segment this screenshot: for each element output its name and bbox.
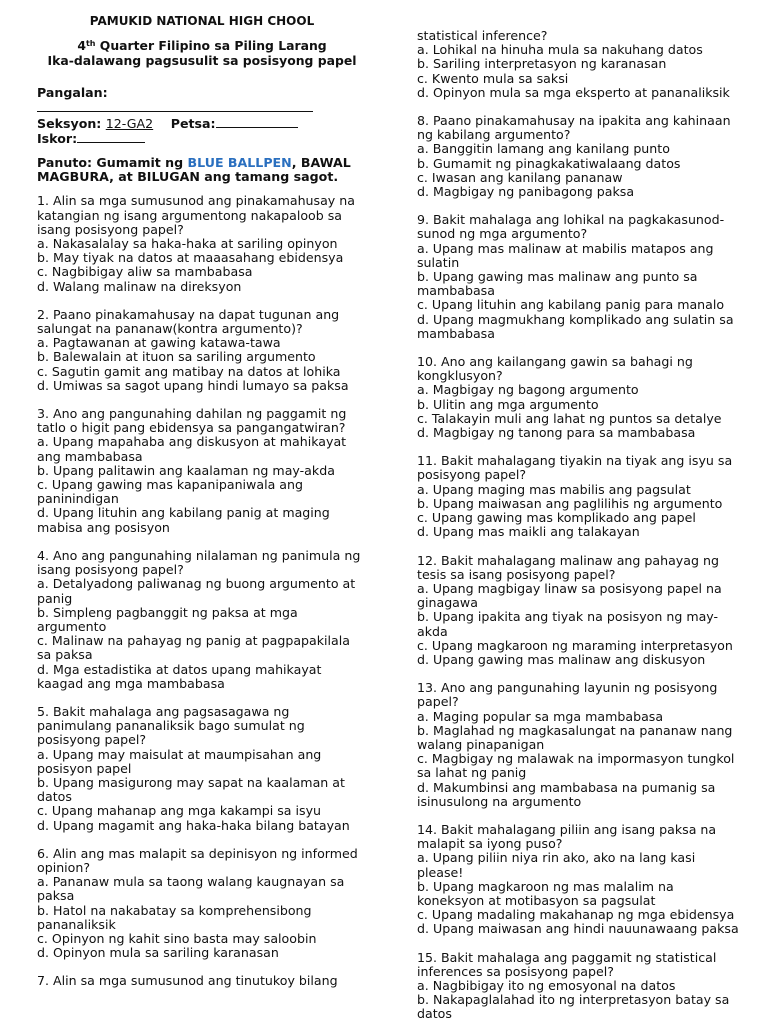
answer-option-text: a. Upang piliin niya rin ako, ako na lang kasi — [417, 850, 696, 866]
answer-option-text: c. Upang gawing mas kapanipaniwala ang — [37, 477, 303, 493]
answer-option[interactable] — [417, 57, 749, 71]
question-item — [417, 29, 749, 100]
section-value: 12-GA2 — [105, 115, 154, 131]
question-stem: 3. Ano ang pangunahing dahilan ng paggamit ng — [37, 406, 347, 422]
answer-option-text: paksa — [37, 888, 75, 904]
question-stem: katangian ng isang argumentong nakapaloob sa — [37, 207, 343, 223]
section-date-line — [37, 116, 367, 131]
question-stem: 9. Bakit mahalaga ang lohikal na pagkakasunod- — [417, 212, 725, 228]
answer-option[interactable] — [37, 350, 367, 364]
answer-option-text: d. Magbigay ng tanong para sa mambabasa — [417, 425, 696, 441]
answer-option-text: b. Upang masigurong may sapat na kaalaman at — [37, 774, 345, 790]
answer-option-text: a. Upang magbigay linaw sa posisyong papel na — [417, 580, 722, 596]
answer-option[interactable] — [417, 582, 749, 610]
answer-option-text: sa lahat ng panig — [417, 765, 527, 781]
question-stem: 15. Bakit mahalaga ang paggamit ng statistical — [417, 949, 717, 965]
question-stem: 10. Ano ang kailangang gawin sa bahagi ng — [417, 354, 693, 370]
answer-option-text: b. Upang palitawin ang kaalaman ng may-akda — [37, 462, 335, 478]
answer-option[interactable] — [37, 265, 367, 279]
right-question-list — [417, 29, 749, 1022]
question-stem: tatlo o higit pang ebidensya sa pangangatwiran? — [37, 420, 346, 436]
answer-option-text: a. Detalyadong paliwanag ng buong argumento at — [37, 576, 356, 592]
question-item — [37, 194, 367, 293]
answer-option[interactable] — [417, 412, 749, 426]
answer-option-text: b. May tiyak na datos at maaasahang ebidensya — [37, 250, 344, 266]
question-stem: salungat na pananaw(kontra argumento)? — [37, 321, 303, 337]
answer-option[interactable] — [417, 86, 749, 100]
answer-option[interactable] — [37, 606, 367, 634]
answer-option-text: a. Banggitin lamang ang kanilang punto — [417, 141, 670, 157]
quarter-subject: Quarter Filipino sa Piling Larang — [95, 38, 327, 54]
answer-option[interactable] — [417, 908, 749, 922]
answer-option-text: c. Upang lituhin ang kabilang panig para manalo — [417, 297, 725, 313]
answer-option-text: b. Gumamit ng pinagkakatiwalaang datos — [417, 155, 681, 171]
question-stem: 6. Alin ang mas malapit sa depinisyon ng informed — [37, 845, 358, 861]
answer-option-text: c. Upang magkaroon ng maraming interpretasyon — [417, 637, 733, 653]
question-item — [37, 705, 367, 833]
answer-option-text: a. Upang may maisulat at maumpisahan ang — [37, 746, 322, 762]
answer-option-text: a. Nagbibigay ito ng emosyonal na datos — [417, 977, 676, 993]
question-stem: kongklusyon? — [417, 368, 503, 384]
answer-option[interactable] — [37, 663, 367, 691]
quarter-suffix: th — [85, 39, 96, 49]
question-stem: 7. Alin sa mga sumusunod ang tinutukoy bilang — [37, 973, 338, 989]
instructions-text-2: , BAWAL MAGBURA, at BILUGAN ang tamang sagot. — [37, 155, 351, 185]
answer-option-text: c. Iwasan ang kanilang pananaw — [417, 169, 623, 185]
answer-option[interactable] — [417, 142, 749, 156]
question-item — [417, 823, 749, 937]
answer-option-text: b. Simpleng pagbanggit ng paksa at mga — [37, 604, 298, 620]
section-label: Seksyon: — [37, 115, 102, 131]
answer-option[interactable] — [417, 993, 749, 1021]
answer-option-text: a. Pagtawanan at gawing katawa-tawa — [37, 335, 281, 351]
instructions — [37, 156, 367, 184]
answer-option-text: c. Nagbibigay aliw sa mambabasa — [37, 264, 253, 280]
answer-option[interactable] — [417, 383, 749, 397]
answer-option-text: walang pinapanigan — [417, 736, 545, 752]
answer-option-text: c. Magbigay ng malawak na impormasyon tungkol — [417, 751, 735, 767]
question-stem: malapit sa iyong puso? — [417, 836, 563, 852]
answer-option-text: c. Upang madaling makahanap ng mga ebidensya — [417, 907, 735, 923]
answer-option-text: d. Upang magamit ang haka-haka bilang batayan — [37, 817, 350, 833]
question-stem: 11. Bakit mahalagang tiyakin na tiyak ang isyu sa — [417, 453, 733, 469]
score-line — [37, 131, 367, 146]
question-stem: posisyong papel? — [417, 467, 527, 483]
question-item — [37, 974, 367, 988]
answer-option[interactable] — [417, 639, 749, 653]
question-item — [417, 114, 749, 199]
answer-option-text: a. Upang mapahaba ang diskusyon at mahikayat — [37, 434, 347, 450]
answer-option-text: a. Maging popular sa mga mambabasa — [417, 708, 664, 724]
answer-option[interactable] — [37, 804, 367, 818]
answer-option[interactable] — [417, 511, 749, 525]
answer-option-text: b. Sariling interpretasyon ng karanasan — [417, 56, 667, 72]
question-item — [417, 554, 749, 668]
answer-option-text: datos — [37, 789, 72, 805]
answer-option-text: d. Opinyon mula sa sariling karanasan — [37, 945, 279, 961]
answer-option-text: c. Talakayin muli ang lahat ng puntos sa detalye — [417, 410, 722, 426]
question-stem: papel? — [417, 694, 459, 710]
answer-option[interactable] — [37, 904, 367, 932]
answer-option[interactable] — [37, 237, 367, 251]
question-item — [417, 454, 749, 539]
answer-option[interactable] — [417, 497, 749, 511]
answer-option-text: ginagawa — [417, 595, 478, 611]
answer-option[interactable] — [417, 157, 749, 171]
answer-option-text: d. Makumbinsi ang mambabasa na pumanig sa — [417, 779, 716, 795]
question-item — [37, 407, 367, 535]
answer-option-text: mabisa ang posisyon — [37, 519, 170, 535]
answer-option[interactable] — [37, 365, 367, 379]
right-column — [417, 15, 749, 1022]
question-stem: 1. Alin sa mga sumusunod ang pinakamahusay na — [37, 193, 355, 209]
answer-option-text: mambabasa — [417, 283, 495, 299]
answer-option-text: c. Kwento mula sa saksi — [417, 70, 569, 86]
question-stem: sunod ng mga argumento? — [417, 226, 588, 242]
question-stem: 2. Paano pinakamahusay na dapat tugunan ang — [37, 306, 340, 322]
left-column — [37, 14, 367, 989]
answer-option[interactable] — [37, 875, 367, 903]
answer-option-text: d. Upang lituhin ang kabilang panig at maging — [37, 505, 330, 521]
question-stem: inferences sa posisyong papel? — [417, 963, 614, 979]
answer-option-text: d. Upang gawing mas malinaw ang diskusyon — [417, 651, 706, 667]
answer-option[interactable] — [417, 483, 749, 497]
question-item — [37, 549, 367, 691]
answer-option[interactable] — [37, 336, 367, 350]
answer-option-text: please! — [417, 864, 464, 880]
answer-option-text: d. Upang maiwasan ang hindi nauunawaang paksa — [417, 921, 739, 937]
answer-option[interactable] — [417, 298, 749, 312]
question-stem: isang posisyong papel? — [37, 221, 184, 237]
question-stem: 13. Ano ang pangunahing layunin ng posisyong — [417, 680, 718, 696]
answer-option[interactable] — [37, 506, 367, 534]
answer-option-text: mambabasa — [417, 325, 495, 341]
answer-option-text: d. Magbigay ng panibagong paksa — [417, 184, 635, 200]
answer-option[interactable] — [417, 398, 749, 412]
answer-option[interactable] — [37, 464, 367, 478]
left-question-list — [37, 194, 367, 988]
answer-option[interactable] — [417, 72, 749, 86]
answer-option-text: koneksyon at motibasyon sa pagsulat — [417, 892, 656, 908]
answer-option-text: pananaliksik — [37, 916, 116, 932]
answer-option[interactable] — [417, 851, 749, 879]
question-stem: 8. Paano pinakamahusay na ipakita ang kahinaan — [417, 113, 731, 129]
answer-option-text: d. Upang mas maikli ang talakayan — [417, 524, 640, 540]
answer-option-text: b. Ulitin ang mga argumento — [417, 396, 599, 412]
question-stem: panimulang pananaliksik bago sumulat ng — [37, 718, 305, 734]
answer-option-text: b. Upang maiwasan ang paglilihis ng argumento — [417, 495, 723, 511]
student-fields — [37, 86, 367, 146]
answer-option[interactable] — [417, 171, 749, 185]
question-stem: isang posisyong papel? — [37, 562, 184, 578]
quarter-line — [37, 39, 367, 54]
answer-option-text: a. Upang mas malinaw at mabilis matapos ang — [417, 240, 714, 256]
answer-option[interactable] — [417, 610, 749, 638]
score-field[interactable] — [77, 131, 145, 143]
answer-option[interactable] — [417, 979, 749, 993]
question-item — [37, 308, 367, 393]
answer-option[interactable] — [417, 724, 749, 752]
answer-option[interactable] — [37, 748, 367, 776]
answer-option[interactable] — [417, 242, 749, 270]
answer-option-text: sulatin — [417, 254, 460, 270]
answer-option-text: c. Upang gawing mas komplikado ang papel — [417, 510, 696, 526]
answer-option-text: d. Mga estadistika at datos upang mahikayat — [37, 661, 322, 677]
exam-heading — [37, 39, 367, 68]
answer-option-text: d. Upang magmukhang komplikado ang sulatin sa — [417, 311, 734, 327]
answer-option-text: c. Malinaw na pahayag ng panig at pagpapakilala — [37, 633, 350, 649]
answer-option-text: d. Umiwas sa sagot upang hindi lumayo sa paksa — [37, 377, 349, 393]
answer-option[interactable] — [37, 776, 367, 804]
question-stem: 12. Bakit mahalagang malinaw ang pahayag ng — [417, 552, 719, 568]
answer-option[interactable] — [417, 43, 749, 57]
answer-option[interactable] — [37, 478, 367, 506]
answer-option[interactable] — [417, 922, 749, 936]
answer-option[interactable] — [417, 426, 749, 440]
answer-option-text: b. Upang ipakita ang tiyak na posisyon ng may- — [417, 609, 719, 625]
answer-option[interactable] — [37, 819, 367, 833]
answer-option-text: c. Opinyon ng kahit sino basta may saloobin — [37, 930, 317, 946]
answer-option-text: a. Pananaw mula sa taong walang kaugnayan sa — [37, 874, 345, 890]
answer-option-text: akda — [417, 623, 448, 639]
answer-option-text: b. Maglahad ng magkasalungat na pananaw nang — [417, 722, 733, 738]
date-label: Petsa: — [170, 115, 216, 131]
answer-option-text: kaagad ang mga mambabasa — [37, 675, 225, 691]
answer-option[interactable] — [37, 435, 367, 463]
answer-option[interactable] — [417, 752, 749, 780]
question-stem: tesis sa isang posisyong papel? — [417, 566, 616, 582]
answer-option[interactable] — [417, 270, 749, 298]
question-stem: opinion? — [37, 859, 91, 875]
answer-option-text: c. Upang mahanap ang mga kakampi sa isyu — [37, 803, 322, 819]
answer-option-text: isinusulong na argumento — [417, 793, 582, 809]
answer-option[interactable] — [37, 379, 367, 393]
instructions-blue-pen: BLUE BALLPEN — [187, 155, 292, 171]
answer-option-text: datos — [417, 1006, 452, 1022]
answer-option[interactable] — [417, 185, 749, 199]
question-stem: posisyong papel? — [37, 732, 147, 748]
question-item — [417, 951, 749, 1022]
question-stem: statistical inference? — [417, 28, 548, 43]
question-stem: 14. Bakit mahalagang piliin ang isang paksa na — [417, 821, 717, 837]
answer-option[interactable] — [417, 710, 749, 724]
answer-option[interactable] — [417, 781, 749, 809]
answer-option[interactable] — [37, 251, 367, 265]
name-field[interactable] — [37, 100, 367, 115]
question-item — [417, 355, 749, 440]
school-name: PAMUKID NATIONAL HIGH CHOOL — [89, 14, 315, 28]
answer-option-text: b. Upang magkaroon ng mas malalim na — [417, 878, 674, 894]
answer-option-text: paninindigan — [37, 491, 119, 507]
question-item — [37, 847, 367, 961]
answer-option-text: b. Upang gawing mas malinaw ang punto sa — [417, 269, 698, 285]
answer-option[interactable] — [417, 653, 749, 667]
answer-option[interactable] — [417, 525, 749, 539]
answer-option-text: b. Hatol na nakabatay sa komprehensibong — [37, 902, 312, 918]
answer-option-text: b. Balewalain at ituon sa sariling argumento — [37, 349, 316, 365]
answer-option-text: ang mambabasa — [37, 448, 143, 464]
question-stem: 5. Bakit mahalaga ang pagsasagawa ng — [37, 703, 290, 719]
answer-option[interactable] — [37, 280, 367, 294]
answer-option-text: argumento — [37, 618, 107, 634]
answer-option[interactable] — [37, 577, 367, 605]
answer-option-text: posisyon papel — [37, 760, 132, 776]
answer-option[interactable] — [37, 946, 367, 960]
answer-option-text: a. Lohikal na hinuha mula sa nakuhang datos — [417, 42, 703, 58]
answer-option[interactable] — [37, 634, 367, 662]
answer-option-text: c. Sagutin gamit ang matibay na datos at lohika — [37, 363, 341, 379]
answer-option-text: sa paksa — [37, 647, 93, 663]
answer-option-text: a. Magbigay ng bagong argumento — [417, 382, 639, 398]
instructions-text-1: Panuto: Gumamit ng — [37, 155, 188, 171]
exam-title: Ika-dalawang pagsusulit sa posisyong papel — [47, 52, 357, 68]
answer-option-text: a. Nakasalalay sa haka-haka at sariling opinyon — [37, 236, 338, 252]
name-label: Pangalan: — [37, 85, 108, 101]
score-label: Iskor: — [37, 130, 78, 146]
answer-option[interactable] — [37, 932, 367, 946]
answer-option[interactable] — [417, 313, 749, 341]
question-stem: ng kabilang argumento? — [417, 127, 571, 143]
answer-option-text: panig — [37, 590, 73, 606]
answer-option-text: a. Upang maging mas mabilis ang pagsulat — [417, 481, 691, 497]
date-field[interactable] — [216, 116, 298, 128]
quarter-number: 4 — [77, 38, 86, 54]
question-item — [417, 213, 749, 341]
answer-option-text: d. Opinyon mula sa mga eksperto at pananaliksik — [417, 84, 730, 100]
answer-option-text: b. Nakapaglalahad ito ng interpretasyon batay sa — [417, 992, 730, 1008]
answer-option-text: d. Walang malinaw na direksyon — [37, 278, 242, 294]
answer-option[interactable] — [417, 880, 749, 908]
question-stem: 4. Ano ang pangunahing nilalaman ng panimula ng — [37, 547, 361, 563]
question-item — [417, 681, 749, 809]
